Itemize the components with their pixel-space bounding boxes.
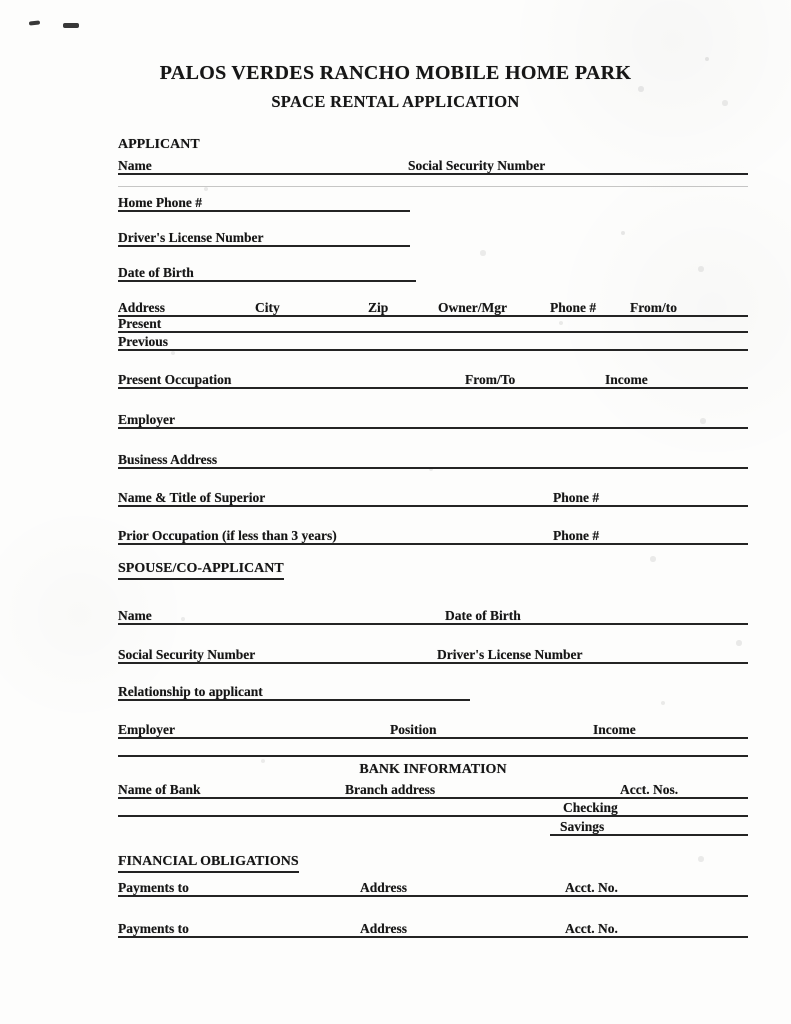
applicant-section-heading: APPLICANT: [118, 137, 200, 152]
previous-label: Previous: [118, 333, 168, 349]
phone-number-label: Phone #: [550, 299, 597, 315]
payments-address-field-2[interactable]: [418, 920, 563, 936]
occupation-income-field[interactable]: [658, 371, 748, 387]
owner-mgr-label: Owner/Mgr: [438, 299, 507, 315]
employer-label: Employer: [118, 411, 175, 427]
spouse-employer-field[interactable]: [182, 721, 388, 737]
acct-nos-field[interactable]: [688, 781, 748, 797]
payments-address-field-1[interactable]: [418, 879, 563, 895]
home-phone-label: Home Phone #: [118, 194, 202, 210]
home-phone-field[interactable]: [206, 194, 410, 210]
continuation-line[interactable]: [118, 755, 748, 757]
from-to-label: From/to: [630, 299, 677, 315]
present-label: Present: [118, 315, 162, 331]
spouse-employer-row: [118, 719, 748, 739]
drivers-license-field[interactable]: [268, 229, 410, 245]
bank-row: [118, 779, 748, 799]
payments-address-label: Address: [360, 879, 408, 895]
branch-address-label: Branch address: [345, 781, 436, 797]
spouse-dob-field[interactable]: [536, 607, 748, 623]
scan-faint-line: [118, 186, 748, 187]
savings-field[interactable]: [616, 818, 748, 834]
payments-to-field-1[interactable]: [200, 879, 358, 895]
superior-label: Name & Title of Superior: [118, 489, 266, 505]
spouse-drivers-license-field[interactable]: [600, 646, 748, 662]
scan-noise: [0, 0, 2, 2]
superior-phone-field[interactable]: [608, 489, 748, 505]
relationship-row: [118, 681, 470, 701]
acct-nos-label: Acct. Nos.: [620, 781, 679, 797]
form-subtitle: SPACE RENTAL APPLICATION: [271, 92, 520, 111]
name-of-bank-label: Name of Bank: [118, 781, 201, 797]
business-address-label: Business Address: [118, 451, 218, 467]
previous-address-row: [118, 333, 748, 351]
bank-name-field[interactable]: [217, 781, 343, 797]
financial-section-heading: FINANCIAL OBLIGATIONS: [118, 854, 299, 873]
prior-phone-field[interactable]: [608, 527, 748, 543]
branch-address-field[interactable]: [447, 781, 618, 797]
checking-label: Checking: [563, 799, 618, 815]
previous-address-field[interactable]: [188, 333, 748, 349]
present-address-field[interactable]: [180, 315, 748, 331]
bank-section-heading: BANK INFORMATION: [359, 762, 507, 777]
date-of-birth-label: Date of Birth: [118, 264, 194, 280]
applicant-name-row: [118, 155, 748, 175]
savings-label: Savings: [560, 818, 605, 834]
spouse-position-field[interactable]: [448, 721, 591, 737]
home-phone-row: [118, 192, 410, 212]
form-title: PALOS VERDES RANCHO MOBILE HOME PARK: [159, 62, 632, 84]
spouse-ssn-label: Social Security Number: [118, 646, 256, 662]
zip-label: Zip: [368, 299, 389, 315]
occupation-income-label: Income: [605, 371, 648, 387]
drivers-license-label: Driver's License Number: [118, 229, 264, 245]
acct-no-label: Acct. No.: [565, 879, 618, 895]
occupation-from-to-label: From/To: [465, 371, 516, 387]
checking-field[interactable]: [626, 799, 748, 815]
payments-to-label: Payments to: [118, 920, 189, 936]
spouse-ssn-row: [118, 644, 748, 664]
present-address-row: [118, 315, 748, 333]
present-occupation-row: [118, 369, 748, 389]
checking-row: [118, 799, 748, 817]
relationship-field[interactable]: [288, 683, 470, 699]
relationship-label: Relationship to applicant: [118, 683, 263, 699]
employer-field[interactable]: [182, 411, 748, 427]
address-label: Address: [118, 299, 166, 315]
scan-noise-mark: [63, 23, 79, 28]
business-address-row: [118, 449, 748, 469]
employer-row: [118, 409, 748, 429]
prior-occupation-label: Prior Occupation (if less than 3 years): [118, 527, 337, 543]
savings-row: [550, 818, 748, 836]
prior-occupation-row: [118, 525, 748, 545]
acct-no-label: Acct. No.: [565, 920, 618, 936]
acct-no-field-1[interactable]: [628, 879, 748, 895]
date-of-birth-row: [118, 262, 416, 282]
superior-row: [118, 487, 748, 507]
scan-noise-mark: [29, 20, 40, 25]
date-of-birth-field[interactable]: [202, 264, 416, 280]
superior-name-field[interactable]: [278, 489, 551, 505]
spouse-income-field[interactable]: [646, 721, 748, 737]
spouse-position-label: Position: [390, 721, 437, 737]
spouse-drivers-license-label: Driver's License Number: [437, 646, 583, 662]
applicant-ssn-field[interactable]: [574, 157, 748, 173]
applicant-name-field[interactable]: [158, 157, 406, 173]
spouse-income-label: Income: [593, 721, 636, 737]
drivers-license-row: [118, 227, 410, 247]
spouse-ssn-field[interactable]: [282, 646, 435, 662]
spouse-dob-label: Date of Birth: [445, 607, 521, 623]
prior-phone-label: Phone #: [553, 527, 600, 543]
present-occupation-label: Present Occupation: [118, 371, 232, 387]
acct-no-field-2[interactable]: [628, 920, 748, 936]
spouse-name-row: [118, 605, 748, 625]
payments-row-1: [118, 877, 748, 897]
occupation-from-to-field[interactable]: [524, 371, 603, 387]
payments-address-label: Address: [360, 920, 408, 936]
address-header-row: [118, 297, 748, 317]
spouse-employer-label: Employer: [118, 721, 175, 737]
business-address-field[interactable]: [230, 451, 748, 467]
name-label: Name: [118, 157, 152, 173]
spouse-section-heading: SPOUSE/CO-APPLICANT: [118, 561, 284, 580]
spouse-name-field[interactable]: [160, 607, 443, 623]
city-label: City: [255, 299, 280, 315]
payments-to-label: Payments to: [118, 879, 189, 895]
payments-to-field-2[interactable]: [200, 920, 358, 936]
prior-occupation-field[interactable]: [358, 527, 551, 543]
spouse-name-label: Name: [118, 607, 152, 623]
superior-phone-label: Phone #: [553, 489, 600, 505]
present-occupation-field[interactable]: [252, 371, 462, 387]
payments-row-2: [118, 918, 748, 938]
social-security-number-label: Social Security Number: [408, 157, 546, 173]
